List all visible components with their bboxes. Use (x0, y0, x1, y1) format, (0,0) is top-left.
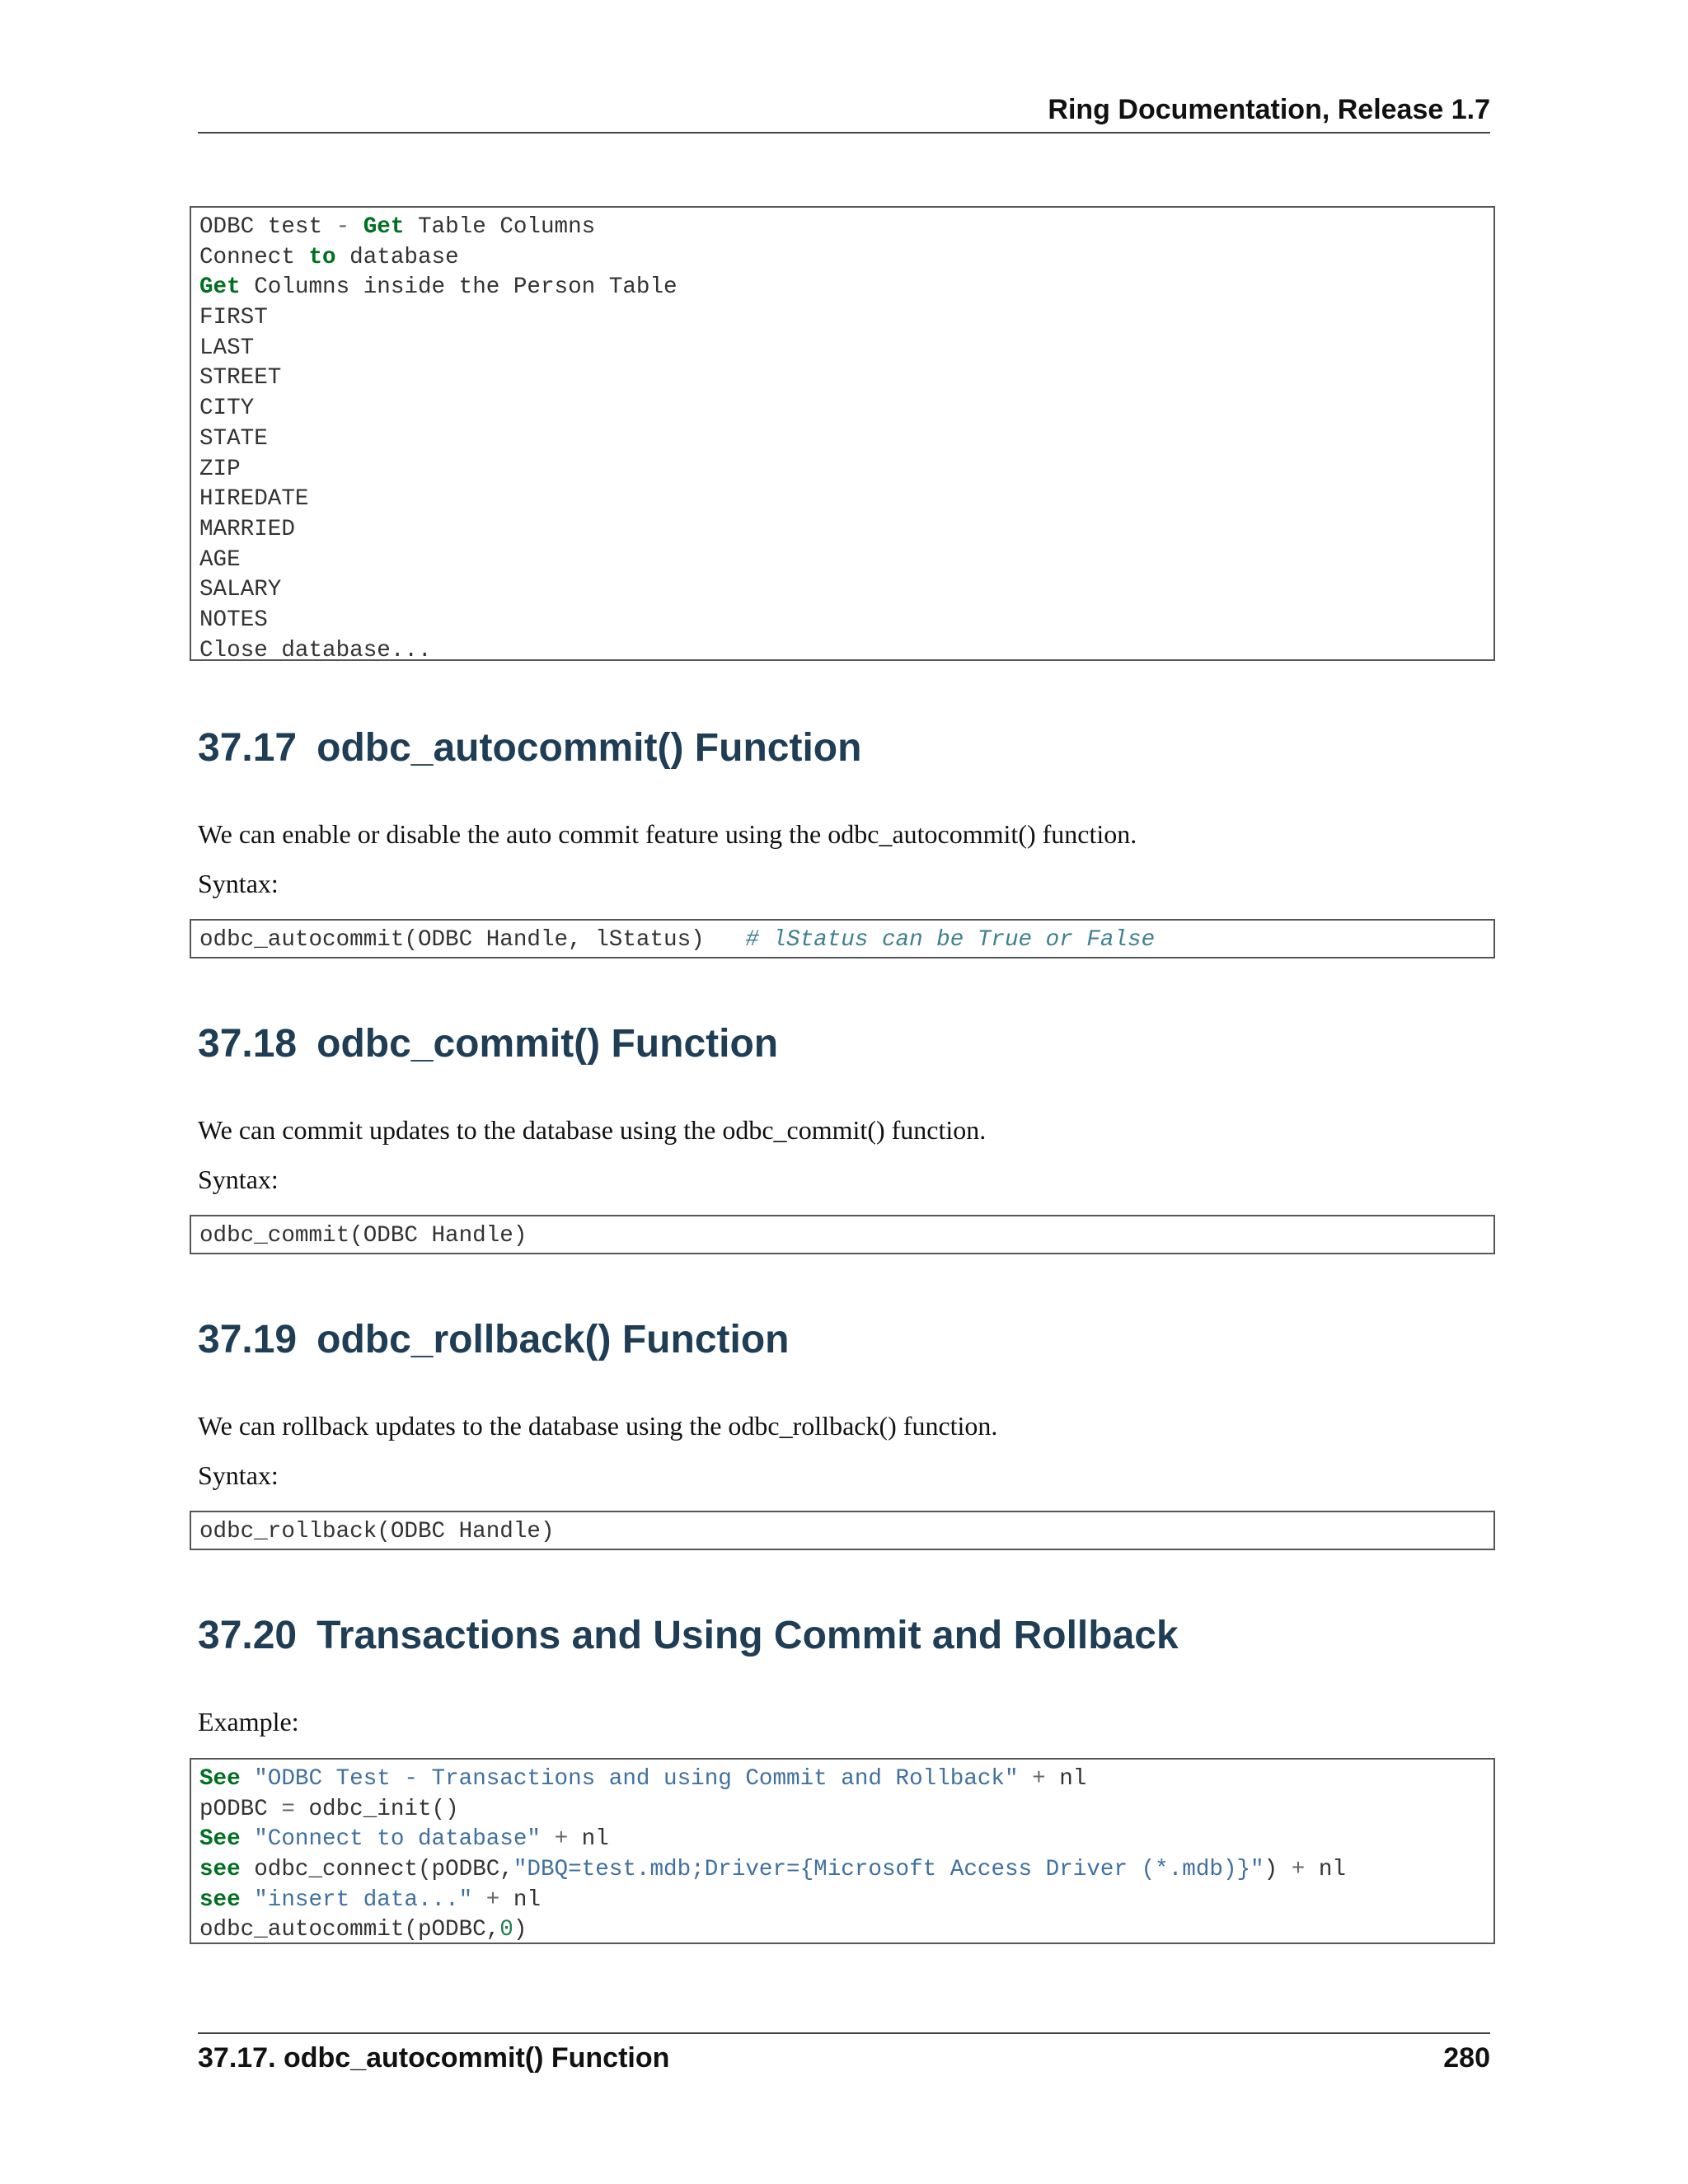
code-token: "Connect to database" (254, 1826, 541, 1853)
code-token: See (199, 1766, 241, 1792)
code-line (199, 424, 1485, 455)
code-token: "insert data..." (254, 1886, 473, 1913)
syntax-label: Syntax: (198, 1460, 279, 1490)
section-description: We can commit updates to the database using the odbc_commit() function. (198, 1115, 987, 1145)
code-token: see (199, 1886, 241, 1913)
code-token: + (1032, 1766, 1046, 1792)
section-description: We can enable or disable the auto commit feature using the odbc_autocommit() function. (198, 819, 1137, 849)
section-title: odbc_autocommit() Function (316, 726, 862, 770)
code-token (472, 1887, 486, 1913)
code-token: ODBC test (199, 214, 336, 240)
code-token: ) (513, 1917, 528, 1943)
code-token: CITY (199, 396, 255, 422)
code-line (199, 213, 1485, 243)
code-token: SALARY (199, 577, 282, 603)
code-token: LAST (199, 335, 255, 361)
header-title: Ring Documentation, Release 1.7 (1048, 94, 1490, 125)
code-token: Table Columns (404, 214, 596, 240)
page-number: 280 (1443, 2042, 1490, 2074)
syntax-code-block-autocommit (190, 919, 1495, 958)
code-line (199, 926, 1485, 956)
code-line (199, 636, 1485, 661)
code-token: + (485, 1886, 500, 1913)
code-token: Close database... (199, 637, 432, 661)
code-line (199, 1795, 1485, 1825)
code-token: nl (499, 1886, 542, 1913)
code-line (199, 606, 1485, 636)
code-token (541, 1826, 555, 1852)
code-token: AGE (199, 546, 241, 573)
code-token: Columns inside the Person Table (240, 274, 678, 301)
code-token: odbc_autocommit(pODBC, (199, 1917, 500, 1943)
code-token: STREET (199, 365, 282, 391)
syntax-label: Syntax: (198, 869, 279, 898)
code-line (199, 546, 1485, 576)
code-line (199, 243, 1485, 274)
code-token: = (281, 1796, 295, 1822)
code-line (199, 394, 1485, 424)
section-title: odbc_commit() Function (316, 1022, 779, 1066)
code-token: Get (199, 274, 241, 301)
example-code-block (190, 1758, 1495, 1944)
code-token: Get (363, 214, 405, 240)
code-token: - (335, 214, 350, 240)
code-token: database (335, 244, 459, 270)
code-token: 0 (499, 1917, 513, 1943)
page-header (198, 92, 1490, 134)
code-token: to (308, 244, 336, 270)
example-label: Example: (198, 1707, 299, 1736)
code-token (1019, 1766, 1033, 1792)
code-token: See (199, 1826, 241, 1853)
code-token: "ODBC Test - Transactions and using Commit and Rollback" (254, 1766, 1019, 1792)
page-footer (198, 2032, 1490, 2074)
code-token: nl (568, 1826, 609, 1853)
code-token: "DBQ=test.mdb;Driver={Microsoft Access Driver (*.mdb)}" (513, 1857, 1264, 1883)
syntax-label: Syntax: (198, 1165, 279, 1194)
code-line (199, 1825, 1485, 1855)
code-token (241, 1887, 255, 1913)
section-number: 37.20 (198, 1614, 298, 1657)
code-line (199, 273, 1485, 303)
code-token: ) (1264, 1857, 1292, 1883)
code-token: nl (1045, 1766, 1087, 1792)
code-token: NOTES (199, 607, 268, 633)
code-line (199, 303, 1485, 334)
code-line (199, 363, 1485, 394)
code-token: see (199, 1857, 241, 1883)
code-line (199, 575, 1485, 606)
code-line (199, 485, 1485, 515)
section-heading-37-20 (198, 1613, 1179, 1658)
code-line (199, 1886, 1485, 1916)
section-title: odbc_rollback() Function (316, 1318, 790, 1361)
code-line (199, 515, 1485, 546)
code-token: Connect (199, 244, 309, 270)
code-token: + (1291, 1857, 1306, 1883)
section-description: We can rollback updates to the database using the odbc_rollback() function. (198, 1411, 998, 1441)
footer-section-title: 37.17. odbc_autocommit() Function (198, 2042, 670, 2074)
code-token: odbc_commit(ODBC Handle) (199, 1223, 528, 1249)
code-token: + (554, 1826, 569, 1853)
code-line (199, 1221, 1485, 1252)
code-token: MARRIED (199, 516, 295, 542)
code-line (199, 455, 1485, 485)
section-title: Transactions and Using Commit and Rollback (316, 1614, 1179, 1657)
code-token: pODBC (199, 1796, 282, 1822)
output-code-block (190, 206, 1495, 661)
section-number: 37.17 (198, 726, 298, 770)
code-token: ZIP (199, 456, 241, 482)
code-token: odbc_init() (294, 1796, 459, 1822)
code-token: # lStatus can be True or False (745, 927, 1156, 953)
code-token: nl (1305, 1857, 1346, 1883)
code-token: odbc_autocommit(ODBC Handle, lStatus) (199, 927, 746, 953)
code-line (199, 1855, 1485, 1886)
section-heading-37-18 (198, 1021, 778, 1066)
section-heading-37-17 (198, 725, 861, 771)
code-token: HIREDATE (199, 486, 309, 513)
section-heading-37-19 (198, 1317, 789, 1362)
syntax-code-block-commit (190, 1215, 1495, 1254)
code-token: odbc_rollback(ODBC Handle) (199, 1519, 555, 1544)
syntax-code-block-rollback (190, 1511, 1495, 1550)
code-token (241, 1766, 255, 1792)
code-token (349, 214, 363, 240)
section-number: 37.18 (198, 1022, 298, 1066)
code-line (199, 1517, 1485, 1548)
code-token (241, 1826, 255, 1852)
code-token: FIRST (199, 305, 268, 331)
code-line (199, 1765, 1485, 1795)
section-number: 37.19 (198, 1318, 298, 1361)
code-token: odbc_connect(pODBC, (240, 1857, 513, 1883)
code-line (199, 334, 1485, 364)
code-token: STATE (199, 425, 268, 452)
code-line (199, 1915, 1485, 1944)
